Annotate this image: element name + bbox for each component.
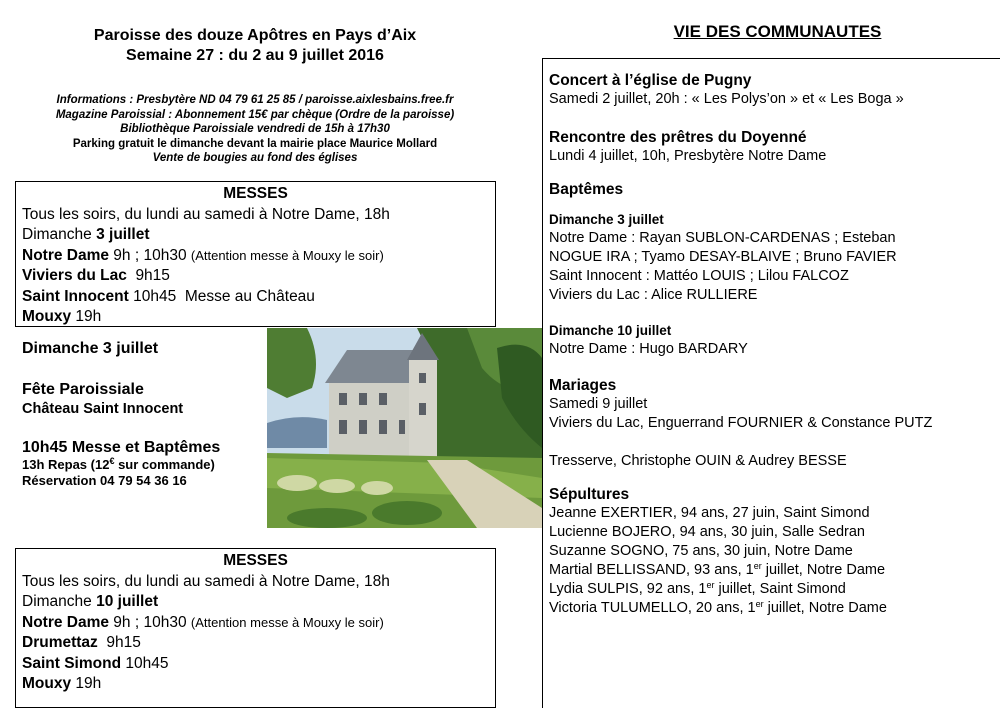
info-bibliotheque: Bibliothèque Paroissiale vendredi de 15h à 17h30: [120, 123, 390, 135]
messes-title: MESSES: [223, 552, 288, 569]
fete-title: Fête Paroissiale: [22, 381, 144, 398]
parish-title: Paroisse des douze Apôtres en Pays d’Aix: [93, 27, 417, 44]
messes-box-week: [15, 181, 496, 327]
bapteme-line: Saint Innocent : Mattéo LOUIS ; Lilou FALCOZ: [549, 268, 849, 284]
bapteme-date-1: Dimanche 3 juillet: [549, 212, 664, 227]
concert-title: Concert à l’église de Pugny: [549, 72, 752, 89]
sepultures-title: Sépultures: [549, 486, 630, 503]
messes-drumettaz: Drumettaz 9h15: [22, 634, 141, 651]
week-title: Semaine 27 : du 2 au 9 juillet 2016: [126, 47, 384, 64]
messes-viviers: Viviers du Lac 9h15: [22, 267, 170, 284]
concert-text: Samedi 2 juillet, 20h : « Les Polys’on » et « Les Boga »: [549, 91, 904, 107]
messes-sunday: Dimanche 10 juillet: [22, 593, 159, 610]
messes-weekdays: Tous les soirs, du lundi au samedi à Notre Dame, 18h: [22, 572, 390, 590]
messes-mouxy: Mouxy 19h: [22, 308, 102, 325]
messes-box-next-week: [15, 548, 496, 708]
messes-saint-simond: Saint Simond 10h45: [22, 654, 169, 672]
rencontre-title: Rencontre des prêtres du Doyenné: [549, 129, 807, 146]
info-block: [15, 93, 495, 166]
fete-mass: 10h45 Messe et Baptêmes: [22, 439, 221, 456]
info-bougies: Vente de bougies au fond des églises: [152, 152, 358, 164]
mariage-line: Viviers du Lac, Enguerrand FOURNIER & Constance PUTZ: [549, 415, 933, 431]
chateau-photo: [267, 328, 542, 528]
messes-saint-innocent: Saint Innocent 10h45 Messe au Château: [22, 287, 315, 305]
mariage-line: Tresserve, Christophe OUIN & Audrey BESSE: [549, 453, 847, 469]
sepulture-line: Lydia SULPIS, 92 ans, 1er juillet, Saint Simond: [549, 580, 846, 597]
messes-mouxy: Mouxy 19h: [22, 675, 102, 692]
info-presbytere: Informations : Presbytère ND 04 79 61 25 85 / paroisse.aixlesbains.free.fr: [56, 94, 454, 106]
mariage-line: Samedi 9 juillet: [549, 396, 648, 412]
fete-block: [22, 340, 267, 489]
baptemes-title: Baptêmes: [549, 181, 624, 198]
fete-date: Dimanche 3 juillet: [22, 340, 159, 357]
rencontre-text: Lundi 4 juillet, 10h, Presbytère Notre Dame: [549, 148, 827, 164]
bapteme-line: NOGUE IRA ; Tyamo DESAY-BLAIVE ; Bruno FAVIER: [549, 249, 897, 265]
sepulture-line: Suzanne SOGNO, 75 ans, 30 juin, Notre Dame: [549, 543, 853, 559]
bapteme-line: Notre Dame : Hugo BARDARY: [549, 341, 748, 357]
fete-reservation: Réservation 04 79 54 36 16: [22, 473, 187, 488]
sepulture-line: Lucienne BOJERO, 94 ans, 30 juin, Salle Sedran: [549, 524, 865, 540]
vie-box: [542, 58, 1000, 708]
bapteme-line: Viviers du Lac : Alice RULLIERE: [549, 287, 758, 303]
sepulture-line: Victoria TULUMELLO, 20 ans, 1er juillet, Notre Dame: [549, 599, 887, 616]
fete-place: Château Saint Innocent: [22, 401, 184, 417]
parish-title-block: [15, 26, 495, 66]
sepulture-line: Martial BELLISSAND, 93 ans, 1er juillet, Notre Dame: [549, 561, 886, 578]
info-parking: Parking gratuit le dimanche devant la mairie place Maurice Mollard: [72, 137, 438, 150]
info-magazine: Magazine Paroissial : Abonnement 15€ par chèque (Ordre de la paroisse): [55, 108, 455, 121]
messes-notre-dame: Notre Dame 9h ; 10h30 (Attention messe à Mouxy le soir): [22, 613, 384, 631]
messes-weekdays: Tous les soirs, du lundi au samedi à Notre Dame, 18h: [22, 205, 390, 223]
messes-notre-dame: Notre Dame 9h ; 10h30 (Attention messe à Mouxy le soir): [22, 246, 384, 264]
fete-repas: 13h Repas (12€ sur commande): [22, 456, 215, 472]
bapteme-date-2: Dimanche 10 juillet: [549, 323, 672, 338]
messes-sunday: Dimanche 3 juillet: [22, 226, 150, 243]
messes-title: MESSES: [223, 185, 288, 202]
mariages-title: Mariages: [549, 377, 617, 394]
bapteme-line: Notre Dame : Rayan SUBLON-CARDENAS ; Esteban: [549, 230, 896, 246]
vie-heading: VIE DES COMMUNAUTES: [673, 22, 882, 41]
sepulture-line: Jeanne EXERTIER, 94 ans, 27 juin, Saint Simond: [549, 505, 870, 521]
